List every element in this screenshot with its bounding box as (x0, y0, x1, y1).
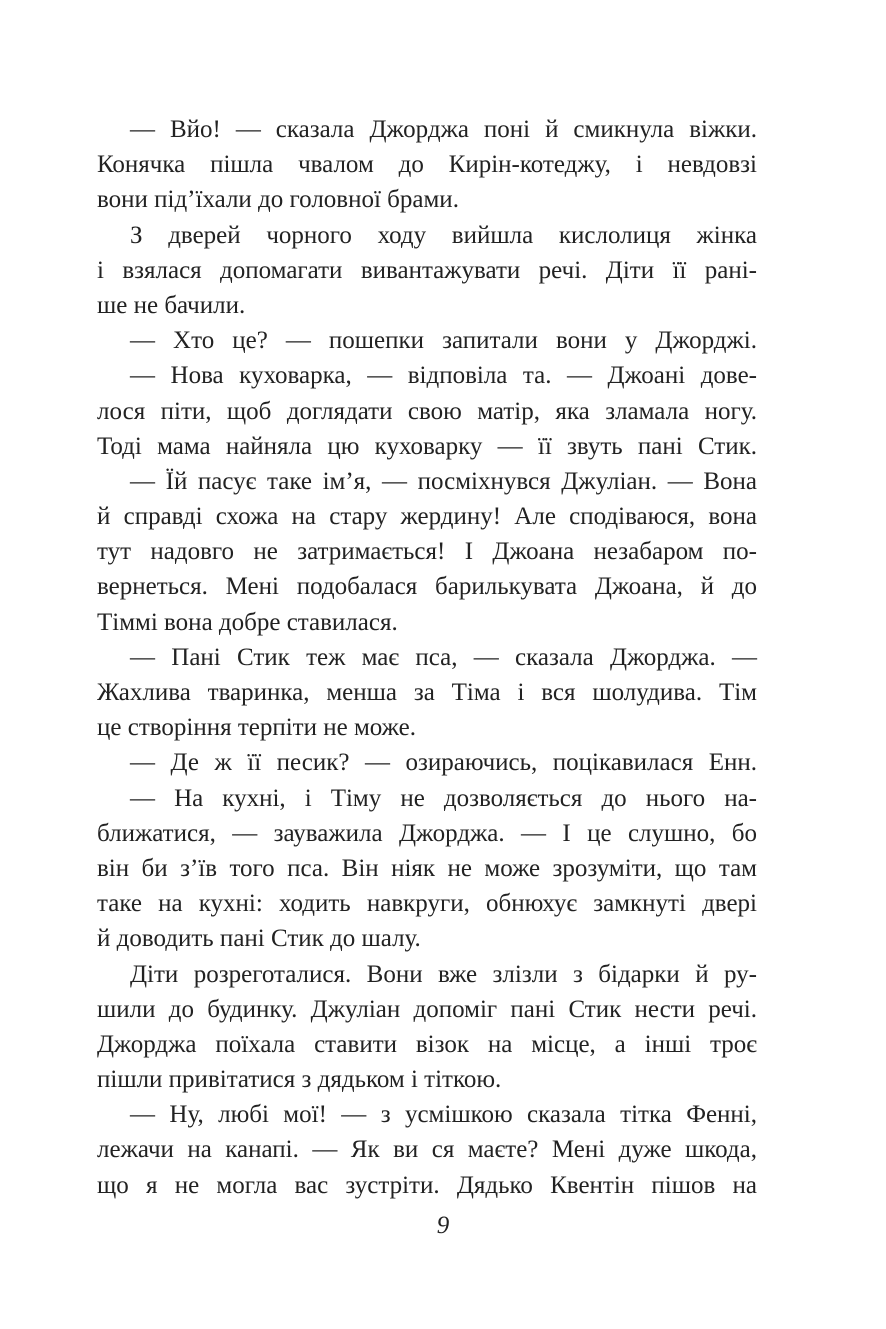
paragraph (97, 640, 757, 746)
text-line: ближатися, — зауважила Джорджа. — І це слушно, бо (97, 819, 757, 847)
text-line: вернеться. Мені подобалася барилькувата Джоана, й до (97, 573, 757, 601)
text-line: — Пані Стик теж має пса, — сказала Джорджа. — (130, 643, 757, 671)
text-line: Жахлива тваринка, менша за Тіма і вся шолудива. Тім (97, 679, 757, 706)
text-line: Джорджа поїхала ставити візок на місце, а інші троє (97, 1030, 757, 1058)
body-text (97, 112, 757, 1203)
text-line: — Хто це? — пошепки запитали вони у Джорджі. (130, 327, 757, 355)
text-line: пішли привітатися з дядьком і тіткою. (97, 1066, 502, 1094)
paragraph (97, 218, 757, 324)
paragraph (97, 957, 757, 1098)
text-line: й справді схожа на стару жердину! Але сподіваюся, вона (97, 503, 757, 531)
text-line: — Ну, любі мої! — з усмішкою сказала тітка Фенні, (130, 1101, 757, 1129)
page-number: 9 (436, 1212, 450, 1239)
text-line: й доводить пані Стик до шалу. (97, 925, 421, 953)
text-line: — На кухні, і Тіму не дозволяється до нього на- (130, 784, 757, 812)
text-line: таке на кухні: ходить навкруги, обнюхує замкнуті двері (97, 890, 757, 918)
text-line: Тіммі вона добре ставилася. (97, 608, 398, 636)
text-line: — Їй пасує таке ім’я, — посміхнувся Джуліан. — Вона (130, 467, 757, 495)
text-line: ше не бачили. (97, 291, 246, 319)
text-line: що я не могла вас зустріти. Дядько Квентін пішов на (97, 1171, 757, 1199)
text-line: вони під’їхали до головної брами. (97, 186, 459, 214)
paragraph (97, 781, 757, 957)
text-line: тут надовго не затримається! І Джоана незабаром по- (97, 538, 757, 566)
paragraph (97, 745, 757, 780)
text-line: — Нова куховарка, — відповіла та. — Джоані дове- (130, 362, 757, 390)
text-line: шили до будинку. Джуліан допоміг пані Стик нести речі. (97, 995, 757, 1023)
text-line: — Де ж її песик? — озираючись, поцікавилася Енн. (130, 749, 757, 777)
text-line: — Вйо! — сказала Джорджа поні й смикнула віжки. (130, 116, 757, 143)
paragraph (97, 323, 757, 358)
paragraph (97, 1097, 757, 1203)
text-line: З дверей чорного ходу вийшла кислолиця жінка (130, 221, 757, 249)
paragraph (97, 358, 757, 464)
text-line: лежачи на канапі. — Як ви ся маєте? Мені дуже шкода, (97, 1136, 757, 1164)
text-line: і взялася допомагати вивантажувати речі. Діти її рані- (97, 256, 757, 284)
text-line: лося піти, щоб доглядати свою матір, яка зламала ногу. (97, 397, 757, 425)
paragraph (97, 464, 757, 640)
text-line: Конячка пішла чвалом до Кирін-котеджу, і невдовзі (97, 151, 757, 179)
paragraph (97, 112, 757, 218)
text-line: він би з’їв того пса. Він ніяк не може зрозуміти, що там (97, 854, 757, 882)
text-line: це створіння терпіти не може. (97, 714, 416, 742)
text-line: Тоді мама найняла цю куховарку — її звуть пані Стик. (97, 432, 757, 460)
text-line: Діти розреготалися. Вони вже злізли з бідарки й ру- (130, 960, 757, 988)
